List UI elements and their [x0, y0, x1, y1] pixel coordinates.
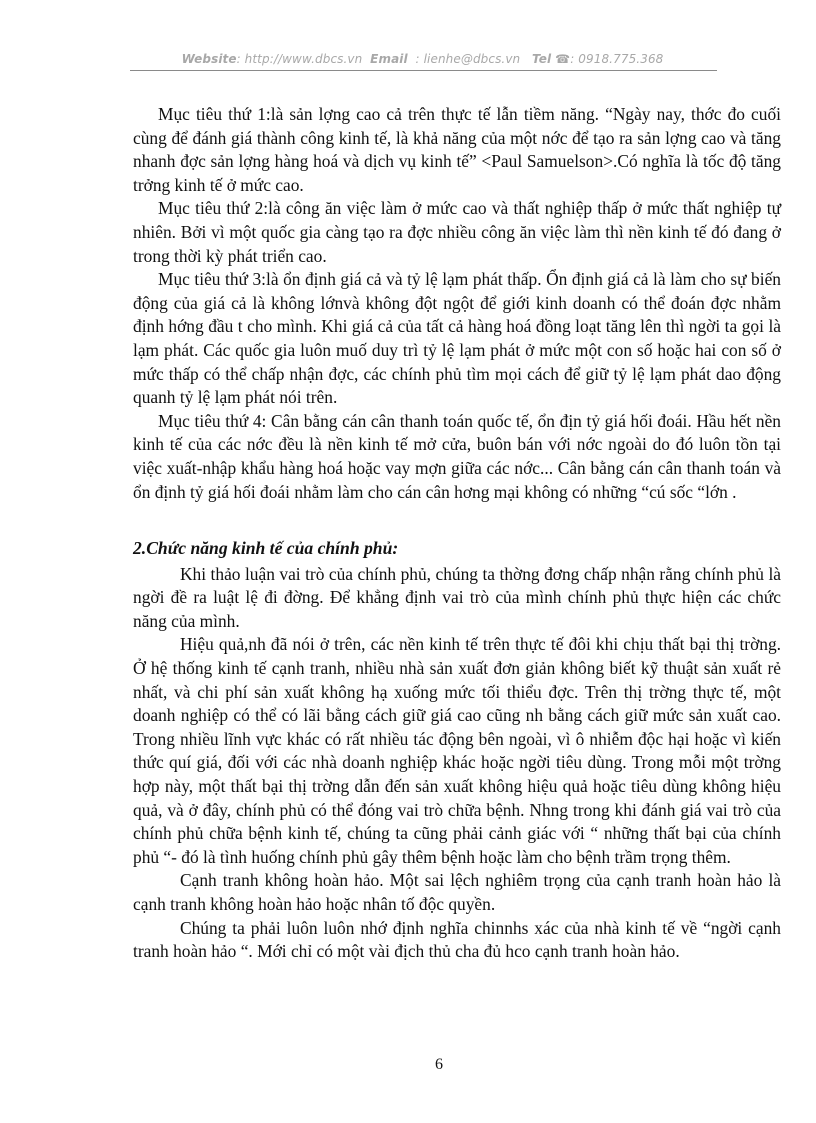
- paragraph-role-intro: Khi thảo luận vai trò của chính phủ, chúng ta thờng đơng chấp nhận rằng chính phủ là ngời đề ra luật lệ đi đờng. Để khẳng định vai trò của mình chính phủ thực hiện các chức năng của mình.: [133, 563, 781, 631]
- page-number: 6: [435, 1056, 443, 1073]
- email-label: Email: [370, 52, 408, 66]
- paragraph-goal-4: Mục tiêu thứ 4: Cân bằng cán cân thanh toán quốc tế, ổn địn tỷ giá hối đoái. Hầu hết nền kinh tế của các nớc đều là nền kinh tế mở cửa, buôn bán với nớc ngoài do đó luôn tồn tại việc xuất-nhập khẩu hàng hoá hoặc vay mợn giữa các nớc... Cân bằng cán cân thanh toán và ổn định tỷ giá hối đoái nhằm làm cho cán cân hơng mại không có những “cú sốc “lớn .: [133, 410, 781, 502]
- website-label: Website: [181, 52, 237, 66]
- section-heading: 2.Chức năng kinh tế của chính phủ:: [133, 538, 399, 559]
- website-value: : http://www.dbcs.vn: [236, 52, 363, 66]
- paragraph-goal-2: Mục tiêu thứ 2:là công ăn việc làm ở mức cao và thất nghiệp thấp ở mức thất nghiệp tự nhiên. Bởi vì một quốc gia càng tạo ra đợc nhiều công ăn việc làm thì nền kinh tế đó đang ở trong thời kỳ phát triển cao.: [133, 198, 781, 266]
- paragraph-perfect-competitor: Chúng ta phải luôn luôn nhớ định nghĩa chinnhs xác của nhà kinh tế về “ngời cạnh tranh hoàn hảo “. Mới chỉ có một vài địch thủ cha đủ hco cạnh tranh hoàn hảo.: [133, 917, 781, 962]
- tel-value: ☎: 0918.775.368: [555, 52, 664, 66]
- header-divider: [130, 70, 717, 71]
- page-header: [130, 52, 715, 66]
- paragraph-goal-3: Mục tiêu thứ 3:là ổn định giá cả và tỷ lệ lạm phát thấp. Ổn định giá cả là làm cho sự biến động của giá cả là không lớnvà không đột ngột để giới kinh doanh có thể đoán đợc nhằm định hớng đầu t cho mình. Khi giá cả của tất cả hàng hoá đồng loạt tăng lên thì ngời ta gọi là lạm phát. Các quốc gia luôn muố duy trì tỷ lệ lạm phát ở mức một con số hoặc hai con số ở mức thấp có thể chấp nhận đợc, các chính phủ tìm mọi cách để giữ tỷ lệ lạm phát dao động quanh tỷ lệ lạm phát nói trên.: [133, 269, 781, 408]
- paragraph-imperfect-competition: Cạnh tranh không hoàn hảo. Một sai lệch nghiêm trọng của cạnh tranh hoàn hảo là cạnh tranh không hoàn hảo hoặc nhân tố độc quyền.: [133, 870, 781, 914]
- paragraph-efficiency: Hiệu quả,nh đã nói ở trên, các nền kinh tế trên thực tế đôi khi chịu thất bại thị trờng. Ở hệ thống kinh tế cạnh tranh, nhiều nhà sản xuất đơn giản không biết kỹ thuật sản xuất rẻ nhất, và chi phí sản xuất không hạ xuống mức tối thiểu đợc. Trên thị trờng thực tế, một doanh nghiệp có thể có lãi bằng cách giữ giá cao cũng nh bằng cách giữ mức sản xuất cao. Trong nhiều lĩnh vực khác có rất nhiều tác động bên ngoài, vì ô nhiễm độc hại hoặc vì kiến thức quí giá, đối với các nhà doanh nghiệp khác hoặc ngời tiêu dùng. Trong mỗi một trờng hợp này, một thất bại thị trờng dẫn đến sản xuất không hiệu quả hoặc tiêu dùng không hiệu quả, và ở đây, chính phủ có thể đóng vai trò chữa bệnh. Nhng trong khi đánh giá vai trò của chính phủ chữa bệnh kinh tế, chúng ta cũng phải cảnh giác với “ những thất bại của chính phủ “- đó là tình huống chính phủ gây thêm bệnh hoặc làm cho bệnh trầm trọng thêm.: [133, 634, 781, 867]
- paragraph-goal-1: Mục tiêu thứ 1:là sản lợng cao cả trên thực tế lẫn tiềm năng. “Ngày nay, thớc đo cuối cùng để đánh giá thành công kinh tế, là khả năng của một nớc để tạo ra sản lợng cao và tăng nhanh đợc sản lợng hàng hoá và dịch vụ kinh tế” <Paul Samuelson>.Có nghĩa là tốc độ tăng trởng kinh tế ở mức cao.: [133, 104, 781, 195]
- email-value: : lienhe@dbcs.vn: [415, 52, 521, 66]
- document-body: [133, 103, 781, 964]
- tel-label: Tel: [532, 52, 552, 66]
